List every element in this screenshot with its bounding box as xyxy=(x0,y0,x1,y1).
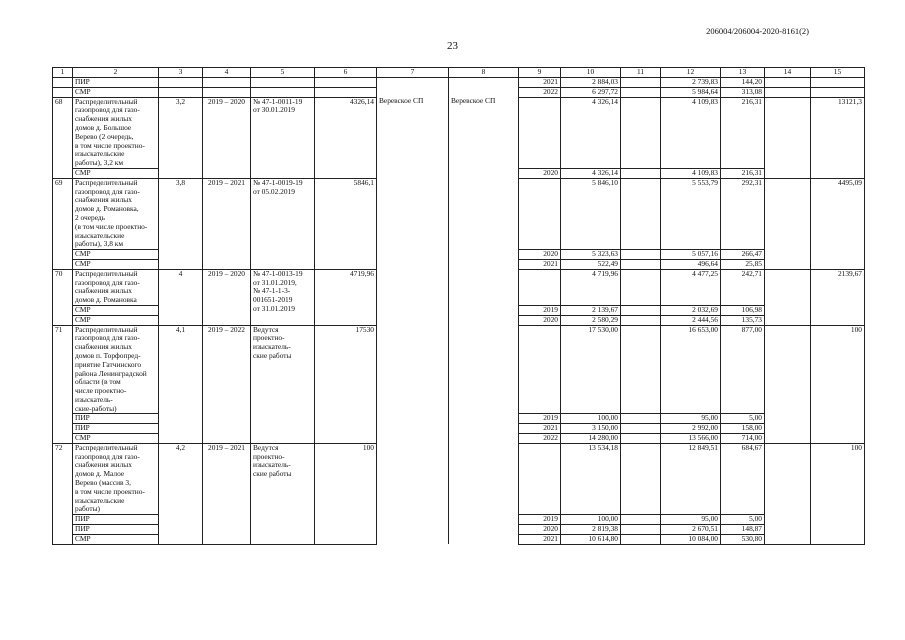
amount-previous: 100 xyxy=(811,443,865,544)
cell-empty xyxy=(159,87,203,97)
work-type: ПИР xyxy=(73,414,159,424)
amount-total: 4 326,14 xyxy=(561,168,621,178)
cell-empty xyxy=(621,443,661,514)
cell-empty xyxy=(765,78,811,88)
work-type: СМР xyxy=(73,168,159,178)
amount-local: 135,73 xyxy=(721,315,765,325)
amount-total: 522,49 xyxy=(561,259,621,269)
cell-empty xyxy=(203,87,251,97)
customer xyxy=(449,443,519,544)
amount-local: 313,08 xyxy=(721,87,765,97)
length-km: 4,1 xyxy=(159,325,203,443)
table-row xyxy=(53,97,865,168)
cell-empty xyxy=(621,87,661,97)
column-number: 7 xyxy=(377,68,449,78)
cell-empty xyxy=(811,87,865,97)
amount-total: 2 139,67 xyxy=(561,305,621,315)
year: 2021 xyxy=(519,424,561,434)
amount-local: 25,85 xyxy=(721,259,765,269)
permit-document: Ведутся проектно- изыскатель- ские работы xyxy=(251,325,315,443)
amount-total: 17 530,00 xyxy=(561,325,621,414)
column-number: 9 xyxy=(519,68,561,78)
cell-empty xyxy=(621,515,661,525)
amount-regional: 2 444,56 xyxy=(661,315,721,325)
amount-regional: 496,64 xyxy=(661,259,721,269)
work-type: ПИР xyxy=(73,515,159,525)
row-number: 68 xyxy=(53,97,73,178)
estimated-cost: 4326,14 xyxy=(315,97,377,178)
column-number: 12 xyxy=(661,68,721,78)
year: 2021 xyxy=(519,78,561,88)
period: 2019 – 2021 xyxy=(203,178,251,269)
amount-local: 242,71 xyxy=(721,269,765,305)
permit-document: № 47-1-0011-19 от 30.01.2019 xyxy=(251,97,315,178)
length-km: 4 xyxy=(159,269,203,325)
object-name: Распределительный газопровод для газо- снабжения жилых домов д. Большое Верево (2 очередь, в том числе проектно- изыскательские работы), 3,2 км xyxy=(73,97,159,168)
amount-regional: 95,00 xyxy=(661,414,721,424)
cell-empty xyxy=(811,78,865,88)
period: 2019 – 2022 xyxy=(203,325,251,443)
work-type: ПИР xyxy=(73,525,159,535)
cell-num xyxy=(53,78,73,88)
settlement: Веревское СП xyxy=(377,97,449,178)
column-number: 15 xyxy=(811,68,865,78)
column-number: 5 xyxy=(251,68,315,78)
amount-regional: 2 670,51 xyxy=(661,525,721,535)
amount-local: 216,31 xyxy=(721,168,765,178)
cell-empty xyxy=(251,78,315,88)
amount-local: 714,00 xyxy=(721,434,765,444)
cell-empty xyxy=(621,414,661,424)
cell-empty xyxy=(765,325,811,443)
column-number: 13 xyxy=(721,68,765,78)
cell-empty xyxy=(621,250,661,260)
amount-total: 4 719,96 xyxy=(561,269,621,305)
customer xyxy=(449,178,519,269)
table-row xyxy=(53,443,865,514)
column-number: 2 xyxy=(73,68,159,78)
row-number: 72 xyxy=(53,443,73,544)
amount-total: 14 280,00 xyxy=(561,434,621,444)
amount-regional: 4 109,83 xyxy=(661,97,721,168)
cell-empty xyxy=(621,534,661,544)
amount-regional: 95,00 xyxy=(661,515,721,525)
column-number: 4 xyxy=(203,68,251,78)
year: 2021 xyxy=(519,534,561,544)
row-number: 69 xyxy=(53,178,73,269)
cell-empty xyxy=(621,424,661,434)
year: 2019 xyxy=(519,305,561,315)
table-row xyxy=(53,325,865,414)
settlement xyxy=(377,325,449,443)
cell-empty xyxy=(203,78,251,88)
amount-local: 266,47 xyxy=(721,250,765,260)
settlement xyxy=(377,443,449,544)
amount-local: 5,00 xyxy=(721,414,765,424)
object-name: Распределительный газопровод для газо- снабжения жилых домов п. Торфопред- приятие Гатчинского района Ленинградской области (в том числе проектно-изыскатель- ские-работы) xyxy=(73,325,159,414)
work-type: СМР xyxy=(73,534,159,544)
estimated-cost: 5846,1 xyxy=(315,178,377,269)
work-type: СМР xyxy=(73,250,159,260)
year: 2020 xyxy=(519,315,561,325)
column-number: 11 xyxy=(621,68,661,78)
row-number: 71 xyxy=(53,325,73,443)
amount-regional: 5 553,79 xyxy=(661,178,721,249)
permit-document: № 47-1-0019-19 от 05.02.2019 xyxy=(251,178,315,269)
settlement xyxy=(377,178,449,269)
amount-local: 144,20 xyxy=(721,78,765,88)
cell-empty xyxy=(621,325,661,414)
year xyxy=(519,97,561,168)
object-name: Распределительный газопровод для газо- снабжения жилых домов д. Романовка, 2 очередь (в том числе проектно- изыскательские работы), 3,8 км xyxy=(73,178,159,249)
amount-local: 877,00 xyxy=(721,325,765,414)
amount-regional: 10 084,00 xyxy=(661,534,721,544)
amount-local: 106,98 xyxy=(721,305,765,315)
length-km: 3,2 xyxy=(159,97,203,178)
amount-local: 216,31 xyxy=(721,97,765,168)
period: 2019 – 2021 xyxy=(203,443,251,544)
cell-empty xyxy=(449,87,519,97)
amount-regional: 5 984,64 xyxy=(661,87,721,97)
year xyxy=(519,325,561,414)
work-type: СМР xyxy=(73,434,159,444)
amount-local: 158,00 xyxy=(721,424,765,434)
amount-regional: 2 992,00 xyxy=(661,424,721,434)
estimated-cost: 4719,96 xyxy=(315,269,377,325)
cell-empty xyxy=(765,443,811,544)
cell-empty xyxy=(765,269,811,325)
cell-empty xyxy=(621,434,661,444)
amount-local: 5,00 xyxy=(721,515,765,525)
cell-empty xyxy=(621,97,661,168)
amount-regional: 5 057,16 xyxy=(661,250,721,260)
year: 2022 xyxy=(519,87,561,97)
customer xyxy=(449,325,519,443)
cell-empty xyxy=(765,97,811,178)
permit-document: № 47-1-0013-19 от 31.01.2019, № 47-1-1-3- 001651-2019 от 31.01.2019 xyxy=(251,269,315,325)
amount-total: 3 150,00 xyxy=(561,424,621,434)
year: 2021 xyxy=(519,259,561,269)
cell-empty xyxy=(621,305,661,315)
amount-previous: 100 xyxy=(811,325,865,443)
cell-empty xyxy=(621,269,661,305)
work-type: ПИР xyxy=(73,78,159,88)
cell-empty xyxy=(621,259,661,269)
cell-empty xyxy=(621,78,661,88)
column-number-row xyxy=(53,68,865,78)
permit-document: Ведутся проектно- изыскатель- ские работы xyxy=(251,443,315,544)
work-type: СМР xyxy=(73,315,159,325)
work-type: СМР xyxy=(73,305,159,315)
column-number: 1 xyxy=(53,68,73,78)
amount-previous: 4495,09 xyxy=(811,178,865,269)
year: 2020 xyxy=(519,168,561,178)
cell-empty xyxy=(621,168,661,178)
amount-regional: 4 109,83 xyxy=(661,168,721,178)
year: 2022 xyxy=(519,434,561,444)
amount-regional: 2 032,69 xyxy=(661,305,721,315)
year: 2020 xyxy=(519,250,561,260)
cell-empty xyxy=(315,87,377,97)
cell-empty xyxy=(377,78,449,88)
column-number: 8 xyxy=(449,68,519,78)
amount-local: 530,80 xyxy=(721,534,765,544)
object-name: Распределительный газопровод для газо- снабжения жилых домов д. Романовка xyxy=(73,269,159,305)
amount-previous: 2139,67 xyxy=(811,269,865,325)
amount-local: 684,67 xyxy=(721,443,765,514)
investment-table xyxy=(52,67,865,545)
table-row xyxy=(53,178,865,249)
cell-empty xyxy=(621,315,661,325)
cell-num xyxy=(53,87,73,97)
customer xyxy=(449,269,519,325)
settlement xyxy=(377,269,449,325)
table-row xyxy=(53,87,865,97)
cell-empty xyxy=(621,178,661,249)
length-km: 3,8 xyxy=(159,178,203,269)
cell-empty xyxy=(251,87,315,97)
work-type: СМР xyxy=(73,259,159,269)
row-number: 70 xyxy=(53,269,73,325)
cell-empty xyxy=(449,78,519,88)
period: 2019 – 2020 xyxy=(203,269,251,325)
year: 2019 xyxy=(519,414,561,424)
amount-total: 13 534,18 xyxy=(561,443,621,514)
amount-total: 5 323,63 xyxy=(561,250,621,260)
amount-total: 2 580,29 xyxy=(561,315,621,325)
amount-local: 148,87 xyxy=(721,525,765,535)
amount-regional: 13 566,00 xyxy=(661,434,721,444)
amount-total: 10 614,80 xyxy=(561,534,621,544)
cell-empty xyxy=(765,178,811,269)
cell-empty xyxy=(621,525,661,535)
amount-total: 2 884,03 xyxy=(561,78,621,88)
cell-empty xyxy=(159,78,203,88)
cell-empty xyxy=(765,87,811,97)
object-name: Распределительный газопровод для газо- снабжения жилых домов д. Малое Верево (массив 3, в том числе проектно- изыскательские работы) xyxy=(73,443,159,514)
estimated-cost: 100 xyxy=(315,443,377,544)
work-type: ПИР xyxy=(73,424,159,434)
amount-total: 5 846,10 xyxy=(561,178,621,249)
cell-empty xyxy=(377,87,449,97)
amount-regional: 2 739,83 xyxy=(661,78,721,88)
amount-total: 100,00 xyxy=(561,414,621,424)
amount-regional: 12 849,51 xyxy=(661,443,721,514)
year xyxy=(519,443,561,514)
year: 2019 xyxy=(519,515,561,525)
column-number: 6 xyxy=(315,68,377,78)
amount-regional: 16 653,00 xyxy=(661,325,721,414)
estimated-cost: 17530 xyxy=(315,325,377,443)
amount-local: 292,31 xyxy=(721,178,765,249)
column-number: 14 xyxy=(765,68,811,78)
table-row xyxy=(53,78,865,88)
year xyxy=(519,269,561,305)
amount-previous: 13121,3 xyxy=(811,97,865,178)
column-number: 3 xyxy=(159,68,203,78)
year xyxy=(519,178,561,249)
amount-total: 6 297,72 xyxy=(561,87,621,97)
customer: Веревское СП xyxy=(449,97,519,178)
amount-regional: 4 477,25 xyxy=(661,269,721,305)
period: 2019 – 2020 xyxy=(203,97,251,178)
page-number: 23 xyxy=(447,40,458,52)
column-number: 10 xyxy=(561,68,621,78)
amount-total: 4 326,14 xyxy=(561,97,621,168)
work-type: СМР xyxy=(73,87,159,97)
year: 2020 xyxy=(519,525,561,535)
table-row xyxy=(53,269,865,305)
amount-total: 100,00 xyxy=(561,515,621,525)
cell-empty xyxy=(315,78,377,88)
document-reference: 206004/206004-2020-8161(2) xyxy=(706,26,809,36)
length-km: 4,2 xyxy=(159,443,203,544)
amount-total: 2 819,38 xyxy=(561,525,621,535)
